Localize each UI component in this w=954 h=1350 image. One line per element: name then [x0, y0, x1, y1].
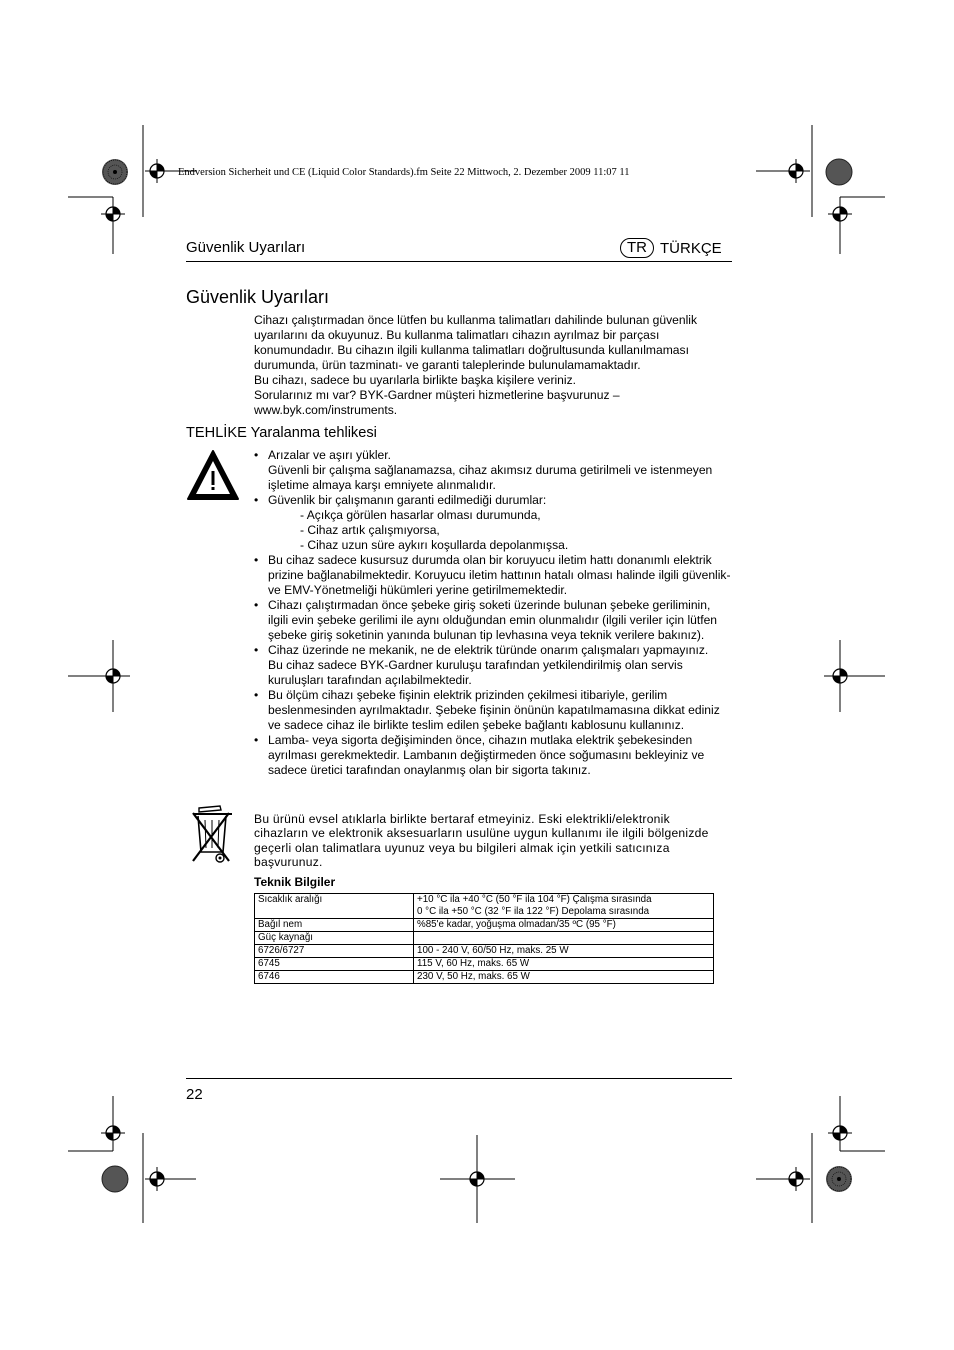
language-indicator [620, 238, 722, 258]
page-number: 22 [186, 1086, 203, 1103]
list-item: • Lamba- veya sigorta değişiminden önce, cihazın mutlaka elektrik şebekesinden ayrılması gerekmektedir. Lambanın değiştirmeden önce soğumasını bekleyiniz ve sadece üretici tarafından onaylanmış olan bir sigorta takınız. [254, 733, 732, 778]
running-header-section: Güvenlik Uyarıları [186, 239, 306, 256]
warning-triangle-icon [186, 449, 240, 502]
sub-list-item: - Cihaz artık çalışmıyorsa, [300, 523, 440, 537]
spec-label: Sıcaklık aralığı [255, 894, 414, 919]
spec-value: 100 - 240 V, 60/50 Hz, maks. 25 W [414, 945, 714, 958]
danger-list [254, 448, 732, 778]
page-title: Güvenlik Uyarıları [186, 287, 330, 307]
spec-label: 6746 [255, 971, 414, 984]
list-item-text: Bu cihaz sadece BYK-Gardner kuruluşu tarafından yetkilendirilmiş olan servis kuruluşları tarafından açılabilmektedir. [268, 658, 683, 687]
intro-text [254, 313, 732, 418]
spec-label: Güç kaynağı [255, 932, 414, 945]
spec-value: 115 V, 60 Hz, maks. 65 W [414, 958, 714, 971]
spec-value [414, 932, 714, 945]
footer-rule [186, 1078, 732, 1079]
spec-value-line: 0 °C ila +50 °C (32 °F ila 122 °F) Depolama sırasında [417, 906, 650, 917]
list-item: • Bu cihaz sadece kusursuz durumda olan bir koruyucu iletim hattı donanımlı elektrik prizine bağlanabilmektedir. Koruyucu iletim hattının hatalı olması halinde ilgili güvenlik- ve EMV-Yönetmeliği hükümleri yerine getirilmemektedir. [254, 553, 732, 598]
list-item [254, 493, 732, 553]
list-item-text: Güvenlik bir çalışmanın garanti edilmediği durumlar: [268, 493, 547, 507]
crossed-bin-icon [190, 804, 236, 866]
spec-value: 230 V, 50 Hz, maks. 65 W [414, 971, 714, 984]
list-item-text: Güvenli bir çalışma sağlanamazsa, cihaz akımsız duruma getirilmeli ve istenmeyen işletime almaya karşı emniyete alınmalıdır. [268, 463, 713, 492]
list-item [254, 448, 732, 493]
table-row [255, 971, 714, 984]
table-row [255, 958, 714, 971]
spec-label: 6745 [255, 958, 414, 971]
sub-list-item: - Cihaz uzun süre aykırı koşullarda depolanmışsa. [300, 538, 569, 552]
spec-value-line: +10 °C ila +40 °C (50 °F ila 104 °F) Çalışma sırasında [417, 894, 652, 905]
sub-list-item: - Açıkça görülen hasarlar olması durumunda, [300, 508, 541, 522]
disposal-notice: Bu ürünü evsel atıklarla birlikte bertaraf etmeyiniz. Eski elektrikli/elektronik cihazların ve elektronik aksesuarların usulüne uygun kullanımı ile ilgili bölgenizde geçerli olan talimatlara uyunuz veya bu bilgileri almak için yetkili satıcınıza başvurunuz. [254, 812, 709, 870]
spec-table [254, 893, 714, 984]
table-row [255, 894, 714, 919]
intro-paragraph: Cihazı çalıştırmadan önce lütfen bu kullanma talimatları dahilinde bulunan güvenlik uyarılarını da okuyunuz. Bu kullanma talimatları cihazın ayrılmaz bir parçası konumundadır. Bu cihazın ilgili kullanma talimatları doğrultusunda kullanılmaması durumunda, ürün tazminatı- ve garanti taleplerinde bulunulamamaktadır. [254, 313, 698, 372]
danger-heading: TEHLİKE Yaralanma tehlikesi [186, 425, 377, 441]
language-name: TÜRKÇE [660, 239, 722, 257]
language-code-badge: TR [620, 238, 654, 258]
intro-paragraph: Bu cihazı, sadece bu uyarılarla birlikte başka kişilere veriniz. [254, 373, 576, 387]
spec-label: 6726/6727 [255, 945, 414, 958]
list-item [254, 643, 732, 688]
file-slug: Endversion Sicherheit und CE (Liquid Color Standards).fm Seite 22 Mittwoch, 2. Dezember 2009 11:07 11 [178, 167, 630, 178]
table-row [255, 945, 714, 958]
header-rule [186, 261, 732, 262]
list-item-text: Arızalar ve aşırı yükler. [268, 448, 391, 462]
spec-value [414, 894, 714, 919]
list-item-text: Cihaz üzerinde ne mekanik, ne de elektrik türünde onarım çalışmaları yapmayınız. [268, 643, 709, 657]
list-item: • Bu ölçüm cihazı şebeke fişinin elektrik prizinden çekilmesi itibariyle, gerilim beslenmesinden ayrılmaktadır. Şebeke fişinin önünün kapatılmamasına dikkat ediniz ve sadece cihaz ile birlikte teslim edilen şebeke bağlantı kablosunu kullanınız. [254, 688, 732, 733]
intro-paragraph: Sorularınız mı var? BYK-Gardner müşteri hizmetlerine başvurunuz – www.byk.com/instruments. [254, 388, 620, 417]
spec-value: %85'e kadar, yoğuşma olmadan/35 ºC (95 °F) [414, 919, 714, 932]
spec-label: Bağıl nem [255, 919, 414, 932]
table-row [255, 932, 714, 945]
list-item: • Cihazı çalıştırmadan önce şebeke giriş soketi üzerinde bulunan şebeke geriliminin, ilgili evin şebeke gerilimi ile aynı olduğundan emin olunmalıdır (ilgili veriler için lütfen şebeke giriş soketinin yanında bulunan tip levhasına veya teknik verilere bakınız). [254, 598, 732, 643]
tech-heading: Teknik Bilgiler [254, 875, 336, 889]
table-row [255, 919, 714, 932]
